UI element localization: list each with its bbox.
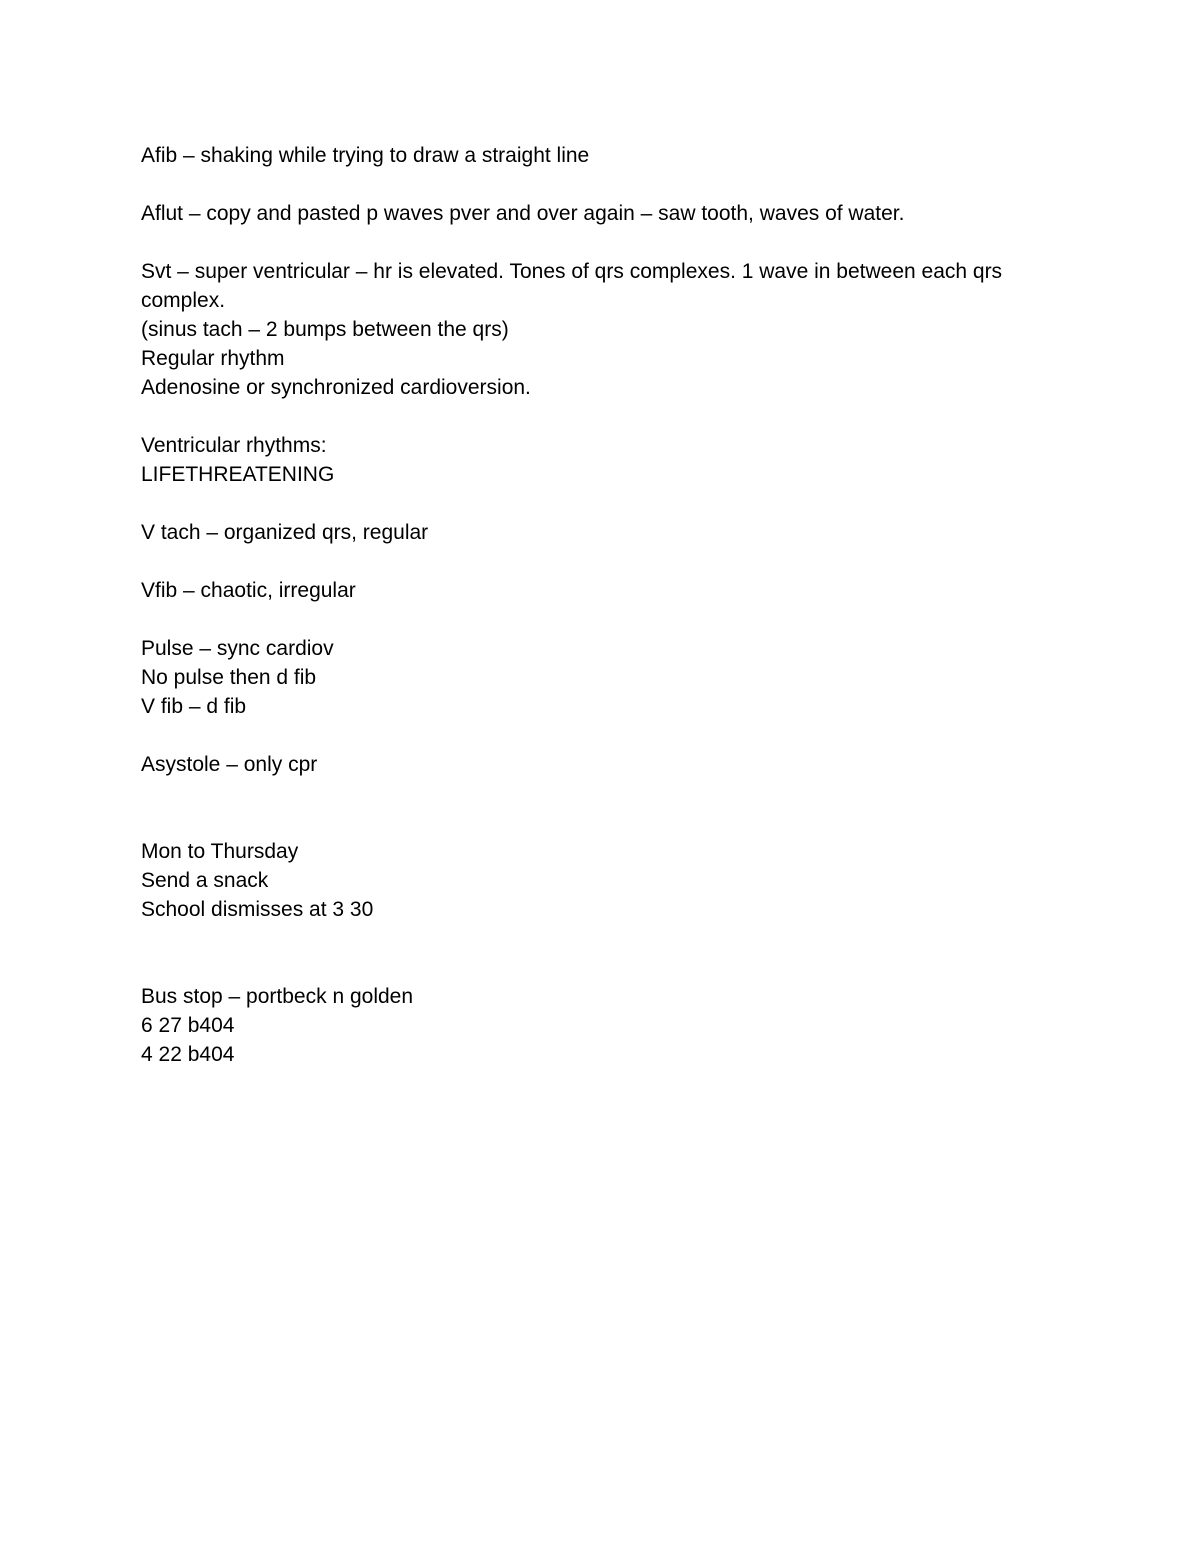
text-line: (sinus tach – 2 bumps between the qrs) [141, 318, 509, 341]
text-line: Regular rhythm [141, 347, 285, 370]
text-line: 4 22 b404 [141, 1043, 235, 1066]
text-line: Ventricular rhythms: [141, 434, 327, 457]
text-line: Vfib – chaotic, irregular [141, 579, 356, 602]
text-line: Mon to Thursday [141, 840, 299, 863]
paragraph-svt [141, 257, 1041, 402]
text-line: Aflut – copy and pasted p waves pver and over again – saw tooth, waves of water. [141, 202, 905, 225]
text-line: 6 27 b404 [141, 1014, 235, 1037]
paragraph-asystole [141, 750, 1041, 779]
paragraph-vfib [141, 576, 1041, 605]
text-line: Pulse – sync cardiov [141, 637, 334, 660]
text-line: Send a snack [141, 869, 269, 892]
text-line: LIFETHREATENING [141, 463, 335, 486]
paragraph-afib [141, 141, 1041, 170]
paragraph-pulse [141, 634, 1041, 721]
text-line: Afib – shaking while trying to draw a straight line [141, 144, 590, 167]
text-line: V tach – organized qrs, regular [141, 521, 429, 544]
paragraph-aflut [141, 199, 1041, 228]
text-line: Svt – super ventricular – hr is elevated. Tones of qrs complexes. 1 wave in between each qrs complex. [141, 260, 1008, 312]
document-body [141, 141, 1041, 1098]
text-line: School dismisses at 3 30 [141, 898, 374, 921]
text-line: Adenosine or synchronized cardioversion. [141, 376, 531, 399]
text-line: Bus stop – portbeck n golden [141, 985, 414, 1008]
paragraph-school [141, 837, 1041, 924]
paragraph-vtach [141, 518, 1041, 547]
text-line: V fib – d fib [141, 695, 247, 718]
text-line: No pulse then d fib [141, 666, 317, 689]
paragraph-bus-stop [141, 982, 1041, 1069]
text-line: Asystole – only cpr [141, 753, 318, 776]
paragraph-ventricular-rhythms [141, 431, 1041, 489]
